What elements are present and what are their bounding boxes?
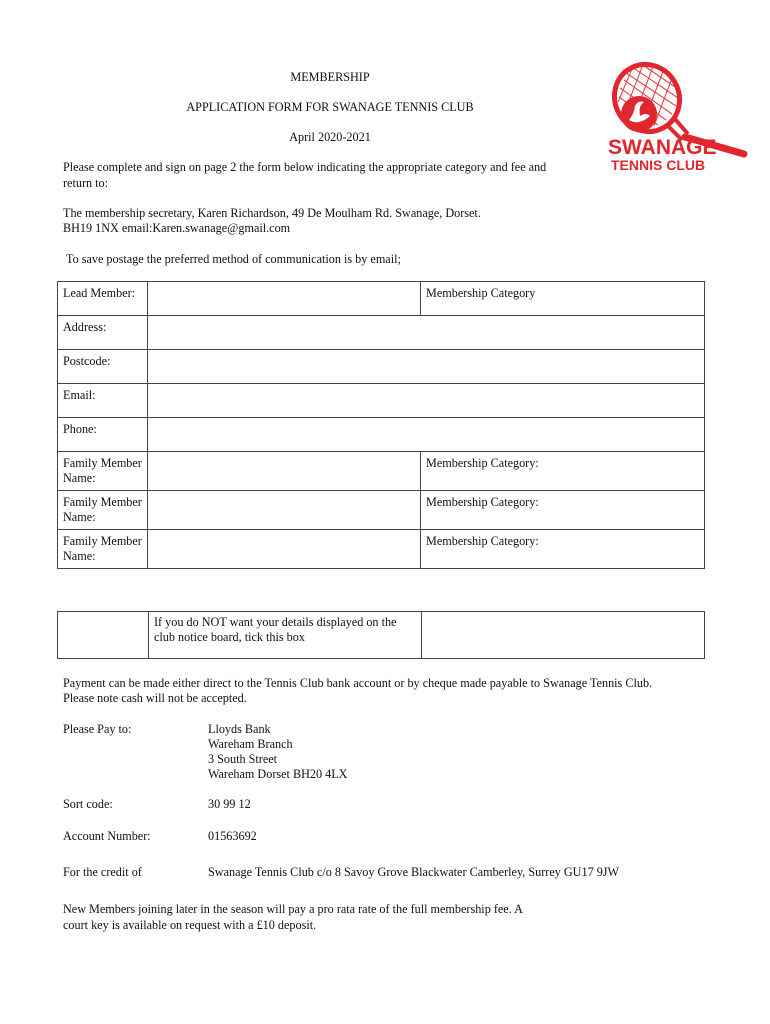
email-label: Email: (58, 384, 148, 418)
family-3-category-label: Membership Category: (426, 534, 539, 548)
payment-info-line-1: Payment can be made either direct to the Tennis Club bank account or by cheque made payable to Swanage Tennis Club. (63, 676, 653, 690)
address-field[interactable] (148, 316, 705, 350)
phone-label: Phone: (58, 418, 148, 452)
bank-branch: Wareham Branch (208, 737, 293, 751)
sort-code-label: Sort code: (63, 797, 113, 811)
family-member-1-category[interactable] (421, 452, 705, 491)
lead-member-field[interactable] (148, 282, 421, 316)
postcode-field[interactable] (148, 350, 705, 384)
credit-value: Swanage Tennis Club c/o 8 Savoy Grove Blackwater Camberley, Surrey GU17 9JW (208, 865, 620, 879)
secretary-email: BH19 1NX email:Karen.swanage@gmail.com (63, 221, 291, 235)
logo-word-tennis-club: TENNIS CLUB (611, 157, 706, 173)
pro-rata-note-line-2: court key is available on request with a £10 deposit. (63, 918, 317, 932)
lead-category-label: Membership Category (426, 286, 536, 300)
intro-line-1: Please complete and sign on page 2 the form below indicating the appropriate category and fee and (63, 160, 547, 174)
family-member-3-label: Family Member Name: (58, 530, 148, 569)
family-member-3-field[interactable] (148, 530, 421, 569)
family-member-2-field[interactable] (148, 491, 421, 530)
family-member-1-label: Family Member Name: (58, 452, 148, 491)
sort-code-value: 30 99 12 (208, 797, 251, 811)
family-member-1-field[interactable] (148, 452, 421, 491)
pro-rata-note-line-1: New Members joining later in the season will pay a pro rata rate of the full membership fee. A (63, 902, 523, 916)
family-member-2-category[interactable] (421, 491, 705, 530)
postcode-label: Postcode: (58, 350, 148, 384)
account-number-value: 01563692 (208, 829, 257, 843)
family-member-2-label: Family Member Name: (58, 491, 148, 530)
form-subtitle: APPLICATION FORM FOR SWANAGE TENNIS CLUB (186, 100, 474, 114)
family-1-category-label: Membership Category: (426, 456, 539, 470)
form-date: April 2020-2021 (289, 130, 371, 144)
notice-board-table (57, 611, 705, 659)
postage-note: To save postage the preferred method of communication is by email; (66, 252, 401, 266)
notice-board-checkbox[interactable] (422, 612, 705, 659)
lead-member-label: Lead Member: (58, 282, 148, 316)
payment-info-line-2: Please note cash will not be accepted. (63, 691, 247, 705)
notice-blank-cell (58, 612, 149, 659)
notice-board-text: If you do NOT want your details displayed on the club notice board, tick this box (149, 612, 422, 659)
bank-town: Wareham Dorset BH20 4LX (208, 767, 348, 781)
family-member-3-category[interactable] (421, 530, 705, 569)
email-field[interactable] (148, 384, 705, 418)
secretary-address: The membership secretary, Karen Richardson, 49 De Moulham Rd. Swanage, Dorset. (63, 206, 481, 220)
family-2-category-label: Membership Category: (426, 495, 539, 509)
club-logo (604, 58, 750, 176)
bank-name: Lloyds Bank (208, 722, 271, 736)
logo-word-swanage: SWANAGE (608, 136, 717, 159)
member-details-table (57, 281, 705, 569)
credit-label: For the credit of (63, 865, 142, 879)
pay-to-label: Please Pay to: (63, 722, 132, 736)
form-title: MEMBERSHIP (290, 70, 370, 84)
lead-member-category[interactable] (421, 282, 705, 316)
address-label: Address: (58, 316, 148, 350)
intro-line-2: return to: (63, 176, 109, 190)
account-number-label: Account Number: (63, 829, 151, 843)
bank-street: 3 South Street (208, 752, 278, 766)
phone-field[interactable] (148, 418, 705, 452)
